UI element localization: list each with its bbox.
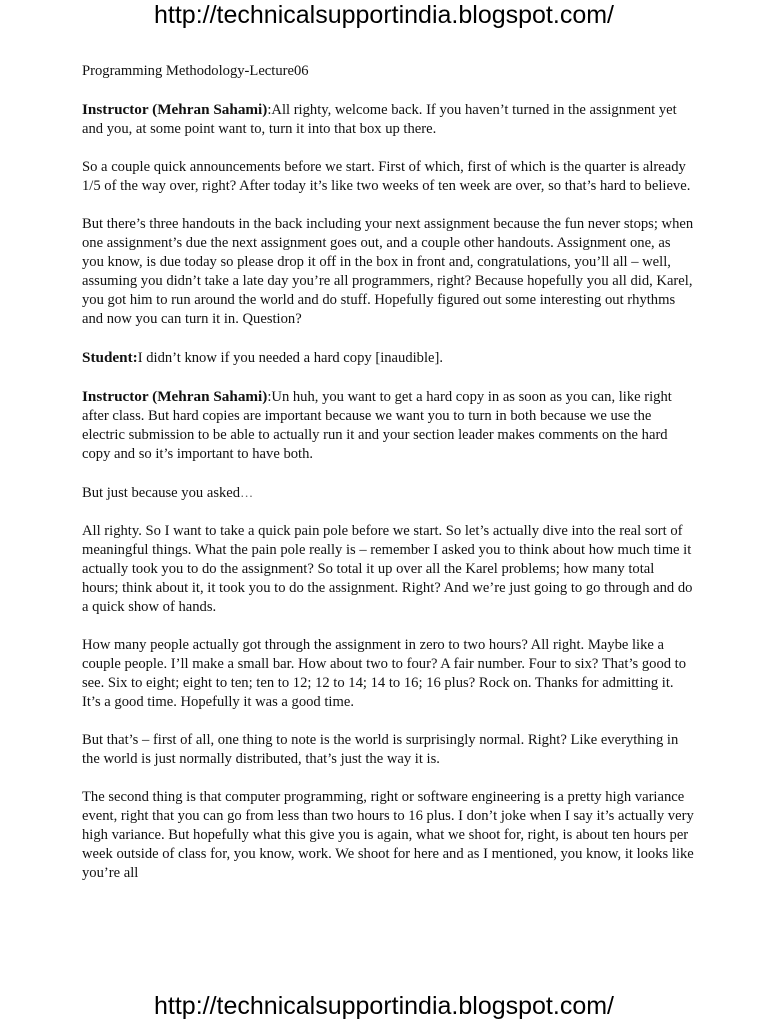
- paragraph-text: How many people actually got through the assignment in zero to two hours? All right. Maybe like a couple people. I’ll make a small bar. How about two to four? A fair number. Four to six? That’s good to see. Six to eight; eight to ten; ten to 12; 12 to 14; 14 to 16; 16 plus? Rock on. Thanks for admitting it. It’s a good time. Hopefully it was a good time.: [82, 637, 687, 710]
- paragraph-text: :All righty, welcome back. If you haven’t turned in the assignment yet and you, at some point want to, turn it into that box up there.: [82, 102, 677, 137]
- paragraph-text: I didn’t know if you needed a hard copy [inaudible].: [137, 350, 444, 366]
- speaker-label: Student:: [82, 349, 138, 366]
- transcript-paragraph: [82, 100, 694, 139]
- paragraph-text: All righty. So I want to take a quick pain pole before we start. So let’s actually dive into the real sort of meaningful things. What the pain pole really is – remember I asked you to think about how much time it actually took you to do the assignment? So total it up over all the Karel problems; how many total hours; think about it, it took you to do the assignment. Right? And we’re just going to go through and do a quick show of hands.: [82, 523, 693, 615]
- transcript-paragraph: [82, 788, 694, 883]
- paragraph-text: So a couple quick announcements before we start. First of which, first of which is the quarter is already 1/5 of the way over, right? After today it’s like two weeks of ten week are over, so that’s hard to believe.: [82, 159, 691, 194]
- transcript-paragraph: [82, 387, 694, 464]
- lecture-transcript: [82, 62, 694, 902]
- transcript-paragraph: [82, 636, 694, 712]
- footer-url: http://technicalsupportindia.blogspot.com/: [154, 992, 614, 1020]
- paragraph-text: :Un huh, you want to get a hard copy in as soon as you can, like right after class. But hard copies are important because we want you to turn in both because we use the electric submission to be able to actually run it and your section leader makes comments on the hard copy and so it’s important to have both.: [82, 389, 672, 462]
- transcript-paragraph: [82, 731, 694, 769]
- paragraph-text: But there’s three handouts in the back including your next assignment because the fun never stops; when one assignment’s due the next assignment goes out, and a couple other handouts. Assignment one, as you know, is due today so please drop it off in the box in front and, congratulations, you’ll all – well, assuming you didn’t take a late day you’re all programmers, right? Because hopefully you all did, Karel, you got him to run around the world and do stuff. Hopefully figured out some interesting out rhythms and now you can turn it in. Question?: [82, 216, 694, 327]
- transcript-paragraph: [82, 483, 694, 503]
- paragraph-text: The second thing is that computer programming, right or software engineering is a pretty high variance event, right that you can go from less than two hours to 16 plus. I don’t joke when I say it’s actually very high variance. But hopefully what this give you is again, what we shoot for, right, is about ten hours per week outside of class for, you know, work. We shoot for here and as I mentioned, you know, it looks like you’re all: [82, 789, 694, 881]
- transcript-paragraph: [82, 348, 694, 368]
- transcript-paragraph: [82, 158, 694, 196]
- speaker-label: Instructor (Mehran Sahami): [82, 388, 268, 405]
- paragraph-text: But just because you asked: [82, 485, 241, 501]
- speaker-label: Instructor (Mehran Sahami): [82, 101, 268, 118]
- transcript-paragraph: [82, 522, 694, 617]
- paragraph-text: But that’s – first of all, one thing to note is the world is surprisingly normal. Right? Like everything in the world is just normally distributed, that’s just the way it is.: [82, 732, 679, 767]
- header-url: http://technicalsupportindia.blogspot.com/: [154, 1, 614, 29]
- ellipsis: …: [240, 485, 255, 500]
- document-title: Programming Methodology-Lecture06: [82, 63, 309, 79]
- transcript-paragraph: [82, 215, 694, 329]
